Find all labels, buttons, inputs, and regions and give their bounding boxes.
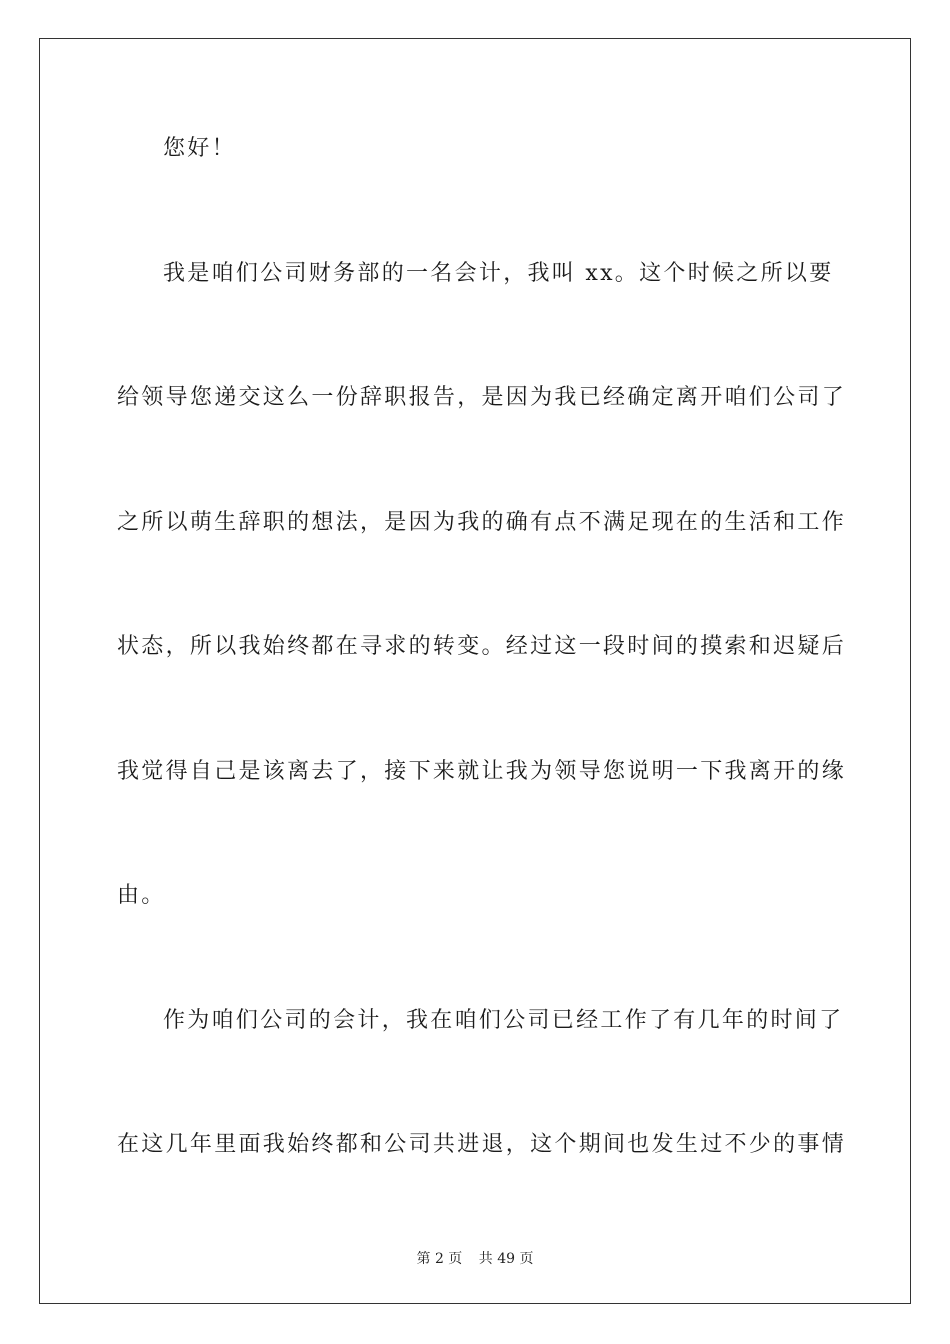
paragraph-1-line-1: 我是咱们公司财务部的一名会计，我叫 xx。这个时候之所以要 xyxy=(163,261,834,286)
paragraph-1-line-2: 给领导您递交这么一份辞职报告，是因为我已经确定离开咱们公司了 xyxy=(117,385,847,410)
page-border xyxy=(39,38,911,1304)
paragraph-1-line-3: 之所以萌生辞职的想法，是因为我的确有点不满足现在的生活和工作 xyxy=(117,510,847,535)
greeting: 您好！ xyxy=(163,136,236,161)
paragraph-1-line-5: 我觉得自己是该离去了，接下来就让我为领导您说明一下我离开的缘 xyxy=(117,759,847,784)
page-total: 共 49 页 xyxy=(478,1251,534,1267)
page-footer xyxy=(0,1248,950,1268)
paragraph-1-line-6: 由。 xyxy=(117,883,166,908)
paragraph-2-line-2: 在这几年里面我始终都和公司共进退，这个期间也发生过不少的事情 xyxy=(117,1132,847,1157)
paragraph-2-line-1: 作为咱们公司的会计，我在咱们公司已经工作了有几年的时间了 xyxy=(163,1008,844,1033)
paragraph-1-line-4: 状态，所以我始终都在寻求的转变。经过这一段时间的摸索和迟疑后 xyxy=(117,634,847,659)
page-number: 第 2 页 xyxy=(416,1251,463,1267)
